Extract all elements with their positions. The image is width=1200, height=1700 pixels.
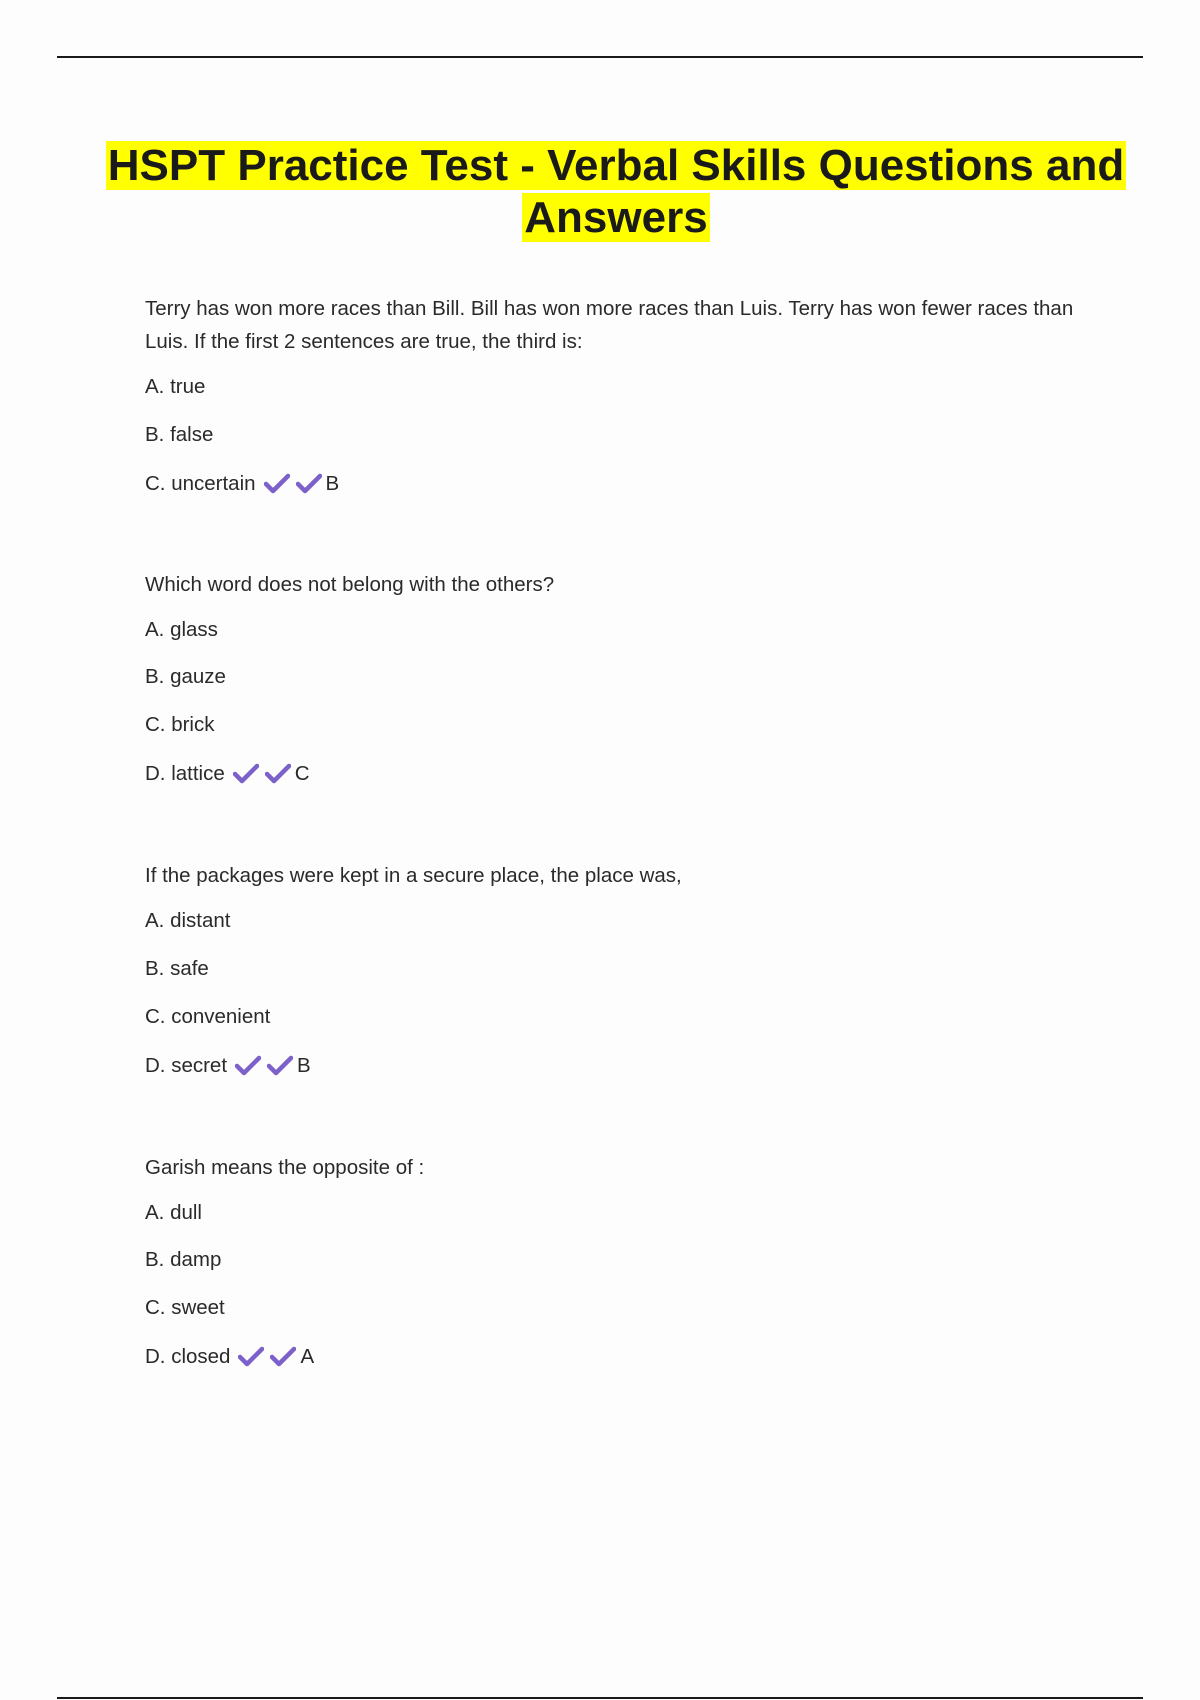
question-block — [145, 859, 1095, 1080]
answer-option-text: C. uncertain — [145, 472, 256, 495]
check-icon — [235, 1055, 261, 1077]
answer-option: B. damp — [145, 1248, 222, 1271]
check-icon — [296, 473, 322, 495]
check-icon — [270, 1346, 296, 1368]
answer-option: C. convenient — [145, 1005, 271, 1028]
correct-answer: B — [297, 1054, 311, 1077]
answer-option: A. true — [145, 375, 206, 398]
check-icon — [265, 763, 291, 785]
answer-option: C. brick — [145, 713, 215, 736]
question-prompt: If the packages were kept in a secure place, the place was, — [145, 864, 682, 887]
answer-option-text: D. closed — [145, 1345, 231, 1368]
top-rule — [57, 56, 1143, 58]
answer-option: B. false — [145, 423, 214, 446]
answer-option-text: D. lattice — [145, 762, 225, 785]
question-block — [145, 568, 1095, 788]
answer-option: A. glass — [145, 618, 218, 641]
answer-option: A. dull — [145, 1201, 202, 1224]
answer-option: C. sweet — [145, 1296, 225, 1319]
document-title-text: HSPT Practice Test - Verbal Skills Questions and Answers — [107, 141, 1125, 242]
question-prompt: Garish means the opposite of : — [145, 1156, 425, 1179]
correct-answer: C — [294, 762, 310, 785]
check-icon — [264, 473, 290, 495]
question-prompt: Terry has won more races than Bill. Bill has won more races than Luis. Terry has won fewer races than Luis. If the first 2 sentences are true, the third is: — [145, 297, 1074, 353]
bottom-rule — [57, 1697, 1143, 1699]
answer-option: B. gauze — [145, 665, 226, 688]
question-prompt: Which word does not belong with the others? — [145, 573, 555, 596]
answer-option-marked — [145, 1052, 311, 1080]
document-title — [100, 140, 1132, 244]
correct-answer: B — [325, 472, 340, 495]
question-block — [145, 1151, 1095, 1371]
answer-option-text: D. secret — [145, 1054, 228, 1077]
check-icon — [238, 1346, 264, 1368]
check-icon — [233, 763, 259, 785]
answer-option: B. safe — [145, 957, 209, 980]
check-icon — [267, 1055, 293, 1077]
answer-option-marked — [145, 1343, 314, 1371]
question-block — [145, 292, 1095, 498]
answer-option-marked — [145, 470, 339, 498]
correct-answer: A — [300, 1345, 315, 1368]
answer-option: A. distant — [145, 909, 231, 932]
answer-option-marked — [145, 760, 310, 788]
